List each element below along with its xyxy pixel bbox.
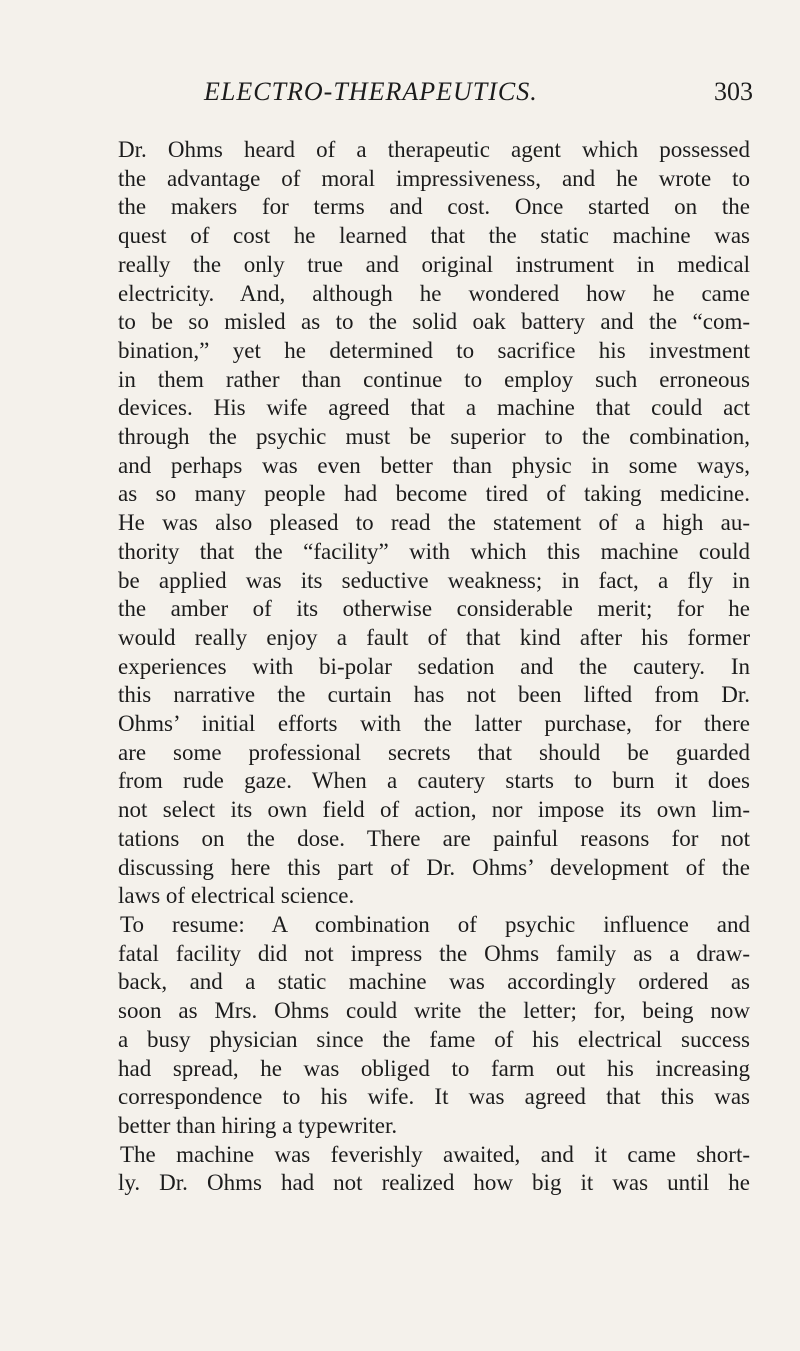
text-line: through the psychic must be superior to the combination, — [118, 424, 750, 450]
text-line: soon as Mrs. Ohms could write the letter; for, being now — [118, 998, 750, 1024]
body-text — [118, 136, 750, 1198]
text-line: from rude gaze. When a cautery starts to burn it does — [118, 768, 750, 794]
text-line: the advantage of moral impressiveness, and he wrote to — [118, 165, 750, 191]
running-header — [0, 72, 800, 112]
text-line: had spread, he was obliged to farm out his increasing — [118, 1055, 750, 1081]
text-line: electricity. And, although he wondered how he came — [118, 280, 750, 306]
text-line: Ohms’ initial efforts with the latter purchase, for there — [118, 711, 750, 737]
text-line: Dr. Ohms heard of a therapeutic agent which possessed — [118, 137, 750, 162]
text-line: thority that the “facility” with which this machine could — [118, 538, 750, 564]
text-line: to be so misled as to the solid oak battery and the “com- — [118, 309, 750, 335]
text-line: The machine was feverishly awaited, and it came short- — [120, 1141, 750, 1167]
text-line: the amber of its otherwise considerable merit; for he — [118, 596, 750, 622]
page-number: 303 — [714, 77, 753, 106]
text-line: a busy physician since the fame of his electrical success — [118, 1026, 750, 1052]
text-line: bination,” yet he determined to sacrifice his investment — [118, 337, 750, 363]
text-line: the makers for terms and cost. Once started on the — [118, 194, 750, 220]
text-line: quest of cost he learned that the static machine was — [118, 223, 750, 249]
text-line: as so many people had become tired of taking medicine. — [118, 481, 750, 507]
text-line: not select its own field of action, nor impose its own lim- — [118, 797, 750, 823]
text-line: and perhaps was even better than physic in some ways, — [118, 452, 750, 478]
text-line: tations on the dose. There are painful reasons for not — [118, 825, 750, 851]
text-line: in them rather than continue to employ such erroneous — [118, 366, 750, 392]
text-line: are some professional secrets that should be guarded — [118, 739, 750, 765]
text-line: He was also pleased to read the statement of a high au- — [118, 510, 750, 536]
text-line: better than hiring a typewriter. — [118, 1112, 398, 1138]
text-line: would really enjoy a fault of that kind after his former — [118, 624, 750, 650]
text-line: discussing here this part of Dr. Ohms’ development of the — [118, 854, 750, 880]
text-line: be applied was its seductive weakness; in fact, a fly in — [118, 567, 750, 593]
running-title: ELECTRO-THERAPEUTICS. — [204, 77, 538, 106]
text-line: laws of electrical science. — [118, 883, 355, 909]
text-line: really the only true and original instrument in medical — [118, 251, 750, 277]
text-line: experiences with bi-polar sedation and the cautery. In — [118, 653, 750, 679]
text-line: back, and a static machine was accordingly ordered as — [118, 969, 750, 995]
text-line: To resume: A combination of psychic influence and — [120, 911, 750, 937]
text-line: this narrative the curtain has not been lifted from Dr. — [118, 682, 750, 708]
text-line: ly. Dr. Ohms had not realized how big it was until he — [118, 1170, 750, 1196]
text-line: devices. His wife agreed that a machine that could act — [118, 395, 750, 421]
text-line: fatal facility did not impress the Ohms family as a draw- — [118, 940, 750, 966]
text-line: correspondence to his wife. It was agreed that this was — [118, 1084, 750, 1110]
